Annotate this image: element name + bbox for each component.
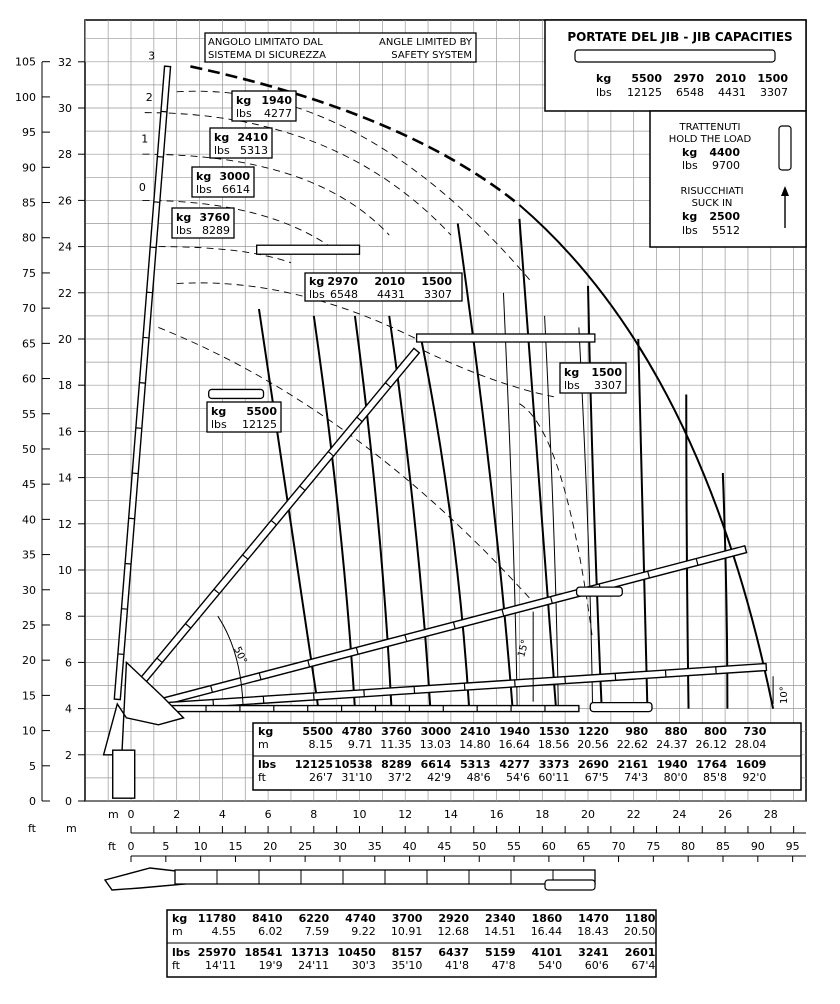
x-ft-tick-label: 40 xyxy=(403,840,417,853)
m-tick-label: 26 xyxy=(58,194,72,207)
main-table-cell: 20.56 xyxy=(577,738,609,751)
main-table-cell: 980 xyxy=(625,725,648,738)
hold-it: TRATTENUTI xyxy=(679,122,741,133)
jib-upper xyxy=(257,245,360,254)
ft-tick-label: 35 xyxy=(22,549,36,562)
bottom-table-cell: 18.43 xyxy=(577,925,609,938)
suck-lbs-unit: lbs xyxy=(682,224,698,237)
bottom-table-cell: 7.59 xyxy=(305,925,330,938)
bottom-table-cell: 4.55 xyxy=(212,925,237,938)
main-table-cell: 24.37 xyxy=(656,738,688,751)
x-m-tick-label: 6 xyxy=(265,808,272,821)
ft-tick-label: 10 xyxy=(22,725,36,738)
m-tick-label: 28 xyxy=(58,148,72,161)
load-label-lbs-unit: lbs xyxy=(214,144,230,157)
x-ft-tick-label: 0 xyxy=(128,840,135,853)
x-ft-tick-label: 50 xyxy=(472,840,486,853)
bottom-crane-base xyxy=(105,868,185,890)
main-table-cell: 13.03 xyxy=(420,738,452,751)
x-m-tick-label: 8 xyxy=(310,808,317,821)
load-label-kg-unit: kg xyxy=(564,366,579,379)
jib-capacities-jib-icon xyxy=(575,50,775,62)
hold-lbs-unit: lbs xyxy=(682,159,698,172)
main-table-cell: 1609 xyxy=(736,758,767,771)
bottom-table-cell: 30'3 xyxy=(352,959,376,972)
ft-tick-label: 25 xyxy=(22,619,36,632)
x-m-tick-label: 12 xyxy=(398,808,412,821)
m-tick-label: 20 xyxy=(58,333,72,346)
load-label-kg: 3760 xyxy=(199,211,230,224)
bottom-table-cell: 2920 xyxy=(438,912,469,925)
main-table-unit-ft: ft xyxy=(258,771,267,784)
main-table-cell: 92'0 xyxy=(742,771,766,784)
ft-tick-label: 60 xyxy=(22,373,36,386)
x-m-tick-label: 28 xyxy=(764,808,778,821)
jib-horizontal xyxy=(417,334,595,342)
main-table-cell: 1940 xyxy=(657,758,688,771)
load-label-kg: 3000 xyxy=(219,170,250,183)
suck-lbs: 5512 xyxy=(712,224,740,237)
main-table-cell: 1940 xyxy=(499,725,530,738)
y-m-unit: m xyxy=(66,822,77,835)
main-table-cell: 16.64 xyxy=(499,738,531,751)
angle-limit-it-1: ANGOLO LIMITATO DAL xyxy=(208,37,323,48)
load-label-lbs-unit: lbs xyxy=(564,379,580,392)
load-label-kg-unit: kg xyxy=(176,211,191,224)
main-table-cell: 26'7 xyxy=(309,771,333,784)
bottom-table-cell: 3241 xyxy=(578,946,609,959)
main-table-cell: 1764 xyxy=(696,758,727,771)
x-m-tick-label: 0 xyxy=(128,808,135,821)
bottom-table-cell: 8410 xyxy=(252,912,283,925)
bottom-table-cell: 19'9 xyxy=(259,959,283,972)
ft-tick-label: 105 xyxy=(15,56,36,69)
ft-tick-label: 40 xyxy=(22,513,36,526)
m-tick-label: 14 xyxy=(58,472,72,485)
x-ft-tick-label: 5 xyxy=(162,840,169,853)
m-tick-label: 6 xyxy=(65,656,72,669)
ft-tick-label: 45 xyxy=(22,478,36,491)
jib-icon-small xyxy=(209,389,264,398)
jib-kg: 1500 xyxy=(757,72,788,85)
main-table-cell: 14.80 xyxy=(459,738,491,751)
m-tick-label: 8 xyxy=(65,610,72,623)
jib-lbs: 12125 xyxy=(627,86,662,99)
main-table-cell: 5500 xyxy=(302,725,333,738)
main-table-cell: 11.35 xyxy=(380,738,412,751)
m-tick-label: 2 xyxy=(65,749,72,762)
y-ft-unit: ft xyxy=(28,822,37,835)
bottom-table-cell: 13713 xyxy=(291,946,329,959)
bottom-table-unit-ft: ft xyxy=(172,959,181,972)
bottom-table-cell: 8157 xyxy=(392,946,423,959)
main-table-cell: 2690 xyxy=(578,758,609,771)
ft-tick-label: 0 xyxy=(29,795,36,808)
jib-lbs: 3307 xyxy=(760,86,788,99)
capacity-curve xyxy=(686,394,688,708)
angle-label-10: 10° xyxy=(779,686,790,704)
main-table-cell: 48'6 xyxy=(467,771,491,784)
x-m-tick-label: 24 xyxy=(672,808,686,821)
hold-kg: 4400 xyxy=(709,146,740,159)
hold-jib-icon xyxy=(779,126,791,170)
suck-kg: 2500 xyxy=(709,210,740,223)
load-label-kg: 1500 xyxy=(591,366,622,379)
main-table-cell: 3373 xyxy=(539,758,570,771)
bottom-table-cell: 12.68 xyxy=(438,925,470,938)
main-table-cell: 42'9 xyxy=(427,771,451,784)
main-table-unit-m: m xyxy=(258,738,269,751)
crane-column xyxy=(113,750,135,798)
main-table-cell: 2161 xyxy=(618,758,649,771)
main-table-cell: 8.15 xyxy=(309,738,334,751)
multi-lbs: 4431 xyxy=(377,288,405,301)
jib-position-3: 3 xyxy=(148,49,155,62)
x-m-tick-label: 10 xyxy=(353,808,367,821)
m-tick-label: 30 xyxy=(58,102,72,115)
load-label-lbs: 6614 xyxy=(222,183,250,196)
ft-tick-label: 55 xyxy=(22,408,36,421)
bottom-table-cell: 18541 xyxy=(244,946,282,959)
ft-tick-label: 95 xyxy=(22,126,36,139)
bottom-table-cell: 54'0 xyxy=(538,959,562,972)
jib-lbs: 4431 xyxy=(718,86,746,99)
m-tick-label: 4 xyxy=(65,703,72,716)
bottom-table-unit-m: m xyxy=(172,925,183,938)
x-ft-tick-label: 30 xyxy=(333,840,347,853)
x-ft-tick-label: 15 xyxy=(228,840,242,853)
main-table-cell: 880 xyxy=(665,725,688,738)
jib-lbs: 6548 xyxy=(676,86,704,99)
x-ft-tick-label: 70 xyxy=(612,840,626,853)
m-tick-label: 22 xyxy=(58,287,72,300)
main-table-unit-kg: kg xyxy=(258,725,273,738)
load-label-kg-unit: kg xyxy=(211,405,226,418)
jib-position-2: 2 xyxy=(146,91,153,104)
main-table-cell: 8289 xyxy=(381,758,412,771)
ft-tick-label: 70 xyxy=(22,302,36,315)
multi-kg-unit: kg xyxy=(309,275,324,288)
jib-lbs-unit: lbs xyxy=(596,86,612,99)
x-m-tick-label: 26 xyxy=(718,808,732,821)
jib-kg: 2010 xyxy=(715,72,746,85)
hold-lbs: 9700 xyxy=(712,159,740,172)
x-m-tick-label: 2 xyxy=(173,808,180,821)
x-ft-tick-label: 85 xyxy=(716,840,730,853)
main-table-unit-lbs: lbs xyxy=(258,758,277,771)
main-table-cell: 26.12 xyxy=(696,738,728,751)
load-label-kg-unit: kg xyxy=(214,131,229,144)
jib-kg-unit: kg xyxy=(596,72,611,85)
angle-limit-en-1: ANGLE LIMITED BY xyxy=(379,37,473,48)
jib-position-1: 1 xyxy=(141,133,148,146)
ft-tick-label: 15 xyxy=(22,689,36,702)
ft-tick-label: 100 xyxy=(15,91,36,104)
ft-tick-label: 20 xyxy=(22,654,36,667)
bottom-table-cell: 35'10 xyxy=(391,959,422,972)
bottom-table-cell: 67'4 xyxy=(631,959,655,972)
main-table-cell: 2410 xyxy=(460,725,491,738)
main-table-cell: 37'2 xyxy=(388,771,412,784)
load-label-kg-unit: kg xyxy=(196,170,211,183)
bottom-table-cell: 14.51 xyxy=(484,925,516,938)
ft-tick-label: 30 xyxy=(22,584,36,597)
bottom-table-cell: 47'8 xyxy=(492,959,516,972)
x-ft-tick-label: 20 xyxy=(263,840,277,853)
load-label-lbs-unit: lbs xyxy=(236,107,252,120)
capacity-curve xyxy=(458,224,513,709)
x-ft-tick-label: 25 xyxy=(298,840,312,853)
jib-kg: 5500 xyxy=(631,72,662,85)
multi-lbs-unit: lbs xyxy=(309,288,325,301)
x-ft-tick-label: 75 xyxy=(646,840,660,853)
load-arc-7 xyxy=(423,351,553,397)
x-ft-tick-label: 60 xyxy=(542,840,556,853)
m-tick-label: 24 xyxy=(58,241,72,254)
ft-tick-label: 80 xyxy=(22,232,36,245)
jib-position-0: 0 xyxy=(139,181,146,194)
x-m-tick-label: 22 xyxy=(627,808,641,821)
bottom-jib xyxy=(545,880,595,890)
jib-on-15-boom xyxy=(577,587,623,596)
m-tick-label: 12 xyxy=(58,518,72,531)
angle-label-15: 15° xyxy=(516,639,531,659)
bottom-table-cell: 4740 xyxy=(345,912,376,925)
main-table-cell: 67'5 xyxy=(585,771,609,784)
main-table-cell: 10538 xyxy=(334,758,372,771)
load-label-lbs-unit: lbs xyxy=(211,418,227,431)
main-table-cell: 22.62 xyxy=(617,738,649,751)
main-table-cell: 80'0 xyxy=(664,771,688,784)
load-label-kg: 5500 xyxy=(246,405,277,418)
bottom-table-unit-lbs: lbs xyxy=(172,946,191,959)
bottom-table-cell: 3700 xyxy=(392,912,423,925)
x-ft-tick-label: 90 xyxy=(751,840,765,853)
bottom-table-cell: 41'8 xyxy=(445,959,469,972)
bottom-table-cell: 1860 xyxy=(532,912,563,925)
main-table-cell: 12125 xyxy=(295,758,333,771)
x-ft-tick-label: 95 xyxy=(786,840,800,853)
m-tick-label: 10 xyxy=(58,564,72,577)
main-table-cell: 60'11 xyxy=(538,771,569,784)
multi-lbs: 3307 xyxy=(424,288,452,301)
main-table-cell: 4277 xyxy=(499,758,530,771)
ft-tick-label: 75 xyxy=(22,267,36,280)
bottom-table-cell: 1470 xyxy=(578,912,609,925)
bottom-table-cell: 4101 xyxy=(532,946,563,959)
load-label-lbs: 4277 xyxy=(264,107,292,120)
load-label-lbs: 3307 xyxy=(594,379,622,392)
main-table-cell: 4780 xyxy=(342,725,373,738)
load-label-kg: 1940 xyxy=(261,94,292,107)
suck-kg-unit: kg xyxy=(682,210,697,223)
x-ft-tick-label: 65 xyxy=(577,840,591,853)
suck-it: RISUCCHIATI xyxy=(680,186,743,197)
x-ft-tick-label: 55 xyxy=(507,840,521,853)
main-table-cell: 730 xyxy=(743,725,766,738)
capacity-curve xyxy=(588,286,602,709)
main-table-cell: 31'10 xyxy=(341,771,372,784)
load-label-lbs-unit: lbs xyxy=(196,183,212,196)
capacity-curve xyxy=(519,219,556,709)
bottom-table-cell: 20.50 xyxy=(624,925,656,938)
hold-en: HOLD THE LOAD xyxy=(669,134,752,145)
ft-tick-label: 50 xyxy=(22,443,36,456)
load-arc-9 xyxy=(158,327,535,604)
main-table-cell: 74'3 xyxy=(624,771,648,784)
x-m-tick-label: 16 xyxy=(490,808,504,821)
m-tick-label: 0 xyxy=(65,795,72,808)
bottom-table-cell: 5159 xyxy=(485,946,516,959)
m-tick-label: 18 xyxy=(58,379,72,392)
angle-limit-it-2: SISTEMA DI SICUREZZA xyxy=(208,50,326,61)
bottom-table-cell: 10450 xyxy=(338,946,377,959)
bottom-table-cell: 60'6 xyxy=(585,959,609,972)
bottom-table-cell: 25970 xyxy=(198,946,237,959)
jib-on-boom xyxy=(590,703,652,712)
main-table-cell: 28.04 xyxy=(735,738,767,751)
ft-tick-label: 65 xyxy=(22,337,36,350)
x-m-tick-label: 4 xyxy=(219,808,226,821)
bottom-table-cell: 2340 xyxy=(485,912,516,925)
main-table-cell: 5313 xyxy=(460,758,491,771)
bottom-table-cell: 16.44 xyxy=(531,925,563,938)
bottom-table-cell: 6437 xyxy=(438,946,469,959)
bottom-table-cell: 10.91 xyxy=(391,925,423,938)
load-label-lbs: 12125 xyxy=(242,418,277,431)
bottom-table-cell: 6.02 xyxy=(258,925,283,938)
bottom-table-cell: 24'11 xyxy=(298,959,329,972)
main-table-cell: 54'6 xyxy=(506,771,530,784)
x-ft-tick-label: 45 xyxy=(437,840,451,853)
main-table-cell: 9.71 xyxy=(348,738,373,751)
ft-tick-label: 5 xyxy=(29,760,36,773)
main-table-cell: 3760 xyxy=(381,725,412,738)
m-tick-label: 32 xyxy=(58,56,72,69)
load-label-lbs: 8289 xyxy=(202,224,230,237)
main-table-cell: 85'8 xyxy=(703,771,727,784)
main-table-cell: 3000 xyxy=(421,725,452,738)
load-label-lbs-unit: lbs xyxy=(176,224,192,237)
main-table-cell: 1220 xyxy=(578,725,609,738)
load-label-lbs: 5313 xyxy=(240,144,268,157)
jib-kg: 2970 xyxy=(673,72,704,85)
bottom-table-cell: 11780 xyxy=(198,912,237,925)
x-m-tick-label: 14 xyxy=(444,808,458,821)
x-ft-unit: ft xyxy=(108,840,117,853)
main-table-cell: 800 xyxy=(704,725,727,738)
bottom-table-cell: 1180 xyxy=(625,912,656,925)
main-table-cell: 6614 xyxy=(421,758,452,771)
ft-tick-label: 85 xyxy=(22,197,36,210)
jib-capacities-title: PORTATE DEL JIB - JIB CAPACITIES xyxy=(567,30,792,44)
x-ft-tick-label: 80 xyxy=(681,840,695,853)
multi-lbs: 6548 xyxy=(330,288,358,301)
load-label-kg: 2410 xyxy=(237,131,268,144)
x-ft-tick-label: 10 xyxy=(194,840,208,853)
suck-en: SUCK IN xyxy=(692,198,733,209)
load-label-kg-unit: kg xyxy=(236,94,251,107)
multi-kg: 2970 xyxy=(327,275,358,288)
bottom-table-cell: 14'11 xyxy=(205,959,236,972)
multi-kg: 1500 xyxy=(421,275,452,288)
m-tick-label: 16 xyxy=(58,425,72,438)
hold-kg-unit: kg xyxy=(682,146,697,159)
angle-limit-en-2: SAFETY SYSTEM xyxy=(391,50,472,61)
bottom-table-unit-kg: kg xyxy=(172,912,187,925)
ft-tick-label: 90 xyxy=(22,161,36,174)
main-table-cell: 18.56 xyxy=(538,738,570,751)
x-ft-tick-label: 35 xyxy=(368,840,382,853)
bottom-table-cell: 9.22 xyxy=(351,925,376,938)
angle-label-50: 50° xyxy=(231,645,248,666)
main-table-cell: 1530 xyxy=(539,725,570,738)
multi-kg: 2010 xyxy=(374,275,405,288)
x-m-tick-label: 20 xyxy=(581,808,595,821)
bottom-table-cell: 2601 xyxy=(625,946,656,959)
x-m-tick-label: 18 xyxy=(535,808,549,821)
x-m-unit: m xyxy=(108,808,119,821)
bottom-table-cell: 6220 xyxy=(299,912,330,925)
